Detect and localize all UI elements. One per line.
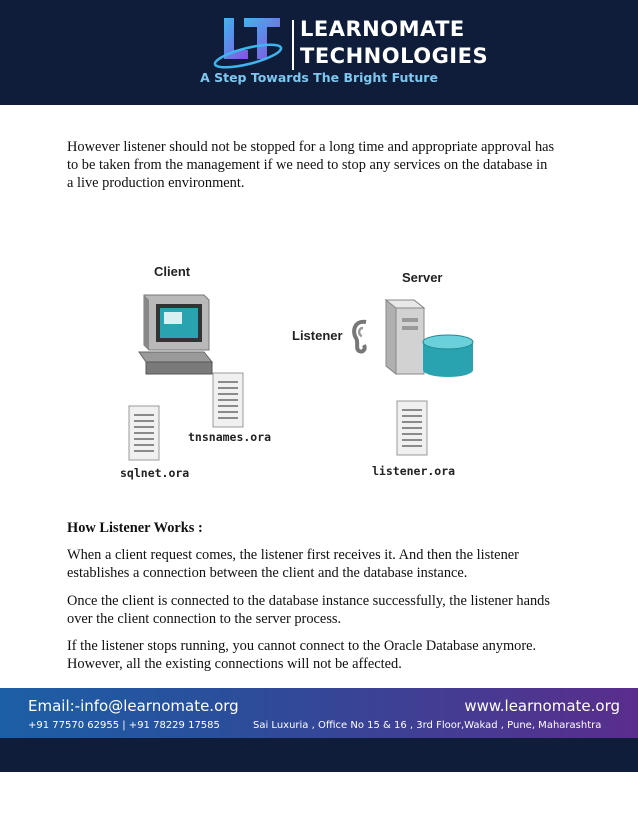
brand-name-line2: TECHNOLOGIES [300,44,489,68]
listener-ear-icon [350,318,372,354]
intro-paragraph: However listener should not be stopped for a long time and appropriate approval has to be taken from the management if we need to stop any services on the database in a live production environment. [67,139,555,191]
learnomate-logo-icon [210,14,286,72]
logo-divider [292,20,294,70]
footer-website-link[interactable]: www.learnomate.org [464,697,620,715]
body-paragraph: Once the client is connected to the database instance successfully, the listener hands over the client connection to the server process. [67,593,550,627]
tnsnames-file-label: tnsnames.ora [188,430,272,444]
brand-name-line1: LEARNOMATE [300,17,465,41]
tnsnames-file-icon [212,372,244,428]
sqlnet-file-icon [128,405,160,461]
database-icon [420,334,476,380]
body-paragraph: When a client request comes, the listener first receives it. And then the listener establishes a connection between the client and the database instance. [67,547,519,581]
client-computer-icon [134,290,214,380]
sqlnet-file-label: sqlnet.ora [120,466,190,480]
listener-file-icon [396,400,428,456]
footer-bottom-band [0,738,638,772]
section-heading: How Listener Works : [67,520,203,536]
brand-tagline: A Step Towards The Bright Future [200,70,438,85]
client-label: Client [154,264,191,279]
server-tower-icon [372,296,427,378]
listener-diagram [100,250,520,505]
footer-phone-numbers: +91 77570 62955 | +91 78229 17585 [28,720,220,731]
footer-email-link[interactable]: Email:-info@learnomate.org [28,697,239,715]
footer-address: Sai Luxuria , Office No 15 & 16 , 3rd Floor,Wakad , Pune, Maharashtra [253,720,602,731]
page-header [0,0,638,105]
listener-file-label: listener.ora [372,464,456,478]
server-label: Server [402,270,443,285]
body-paragraph: If the listener stops running, you cannot connect to the Oracle Database anymore. However, all the existing connections will not be affected. [67,638,537,672]
listener-label: Listener [292,328,343,343]
